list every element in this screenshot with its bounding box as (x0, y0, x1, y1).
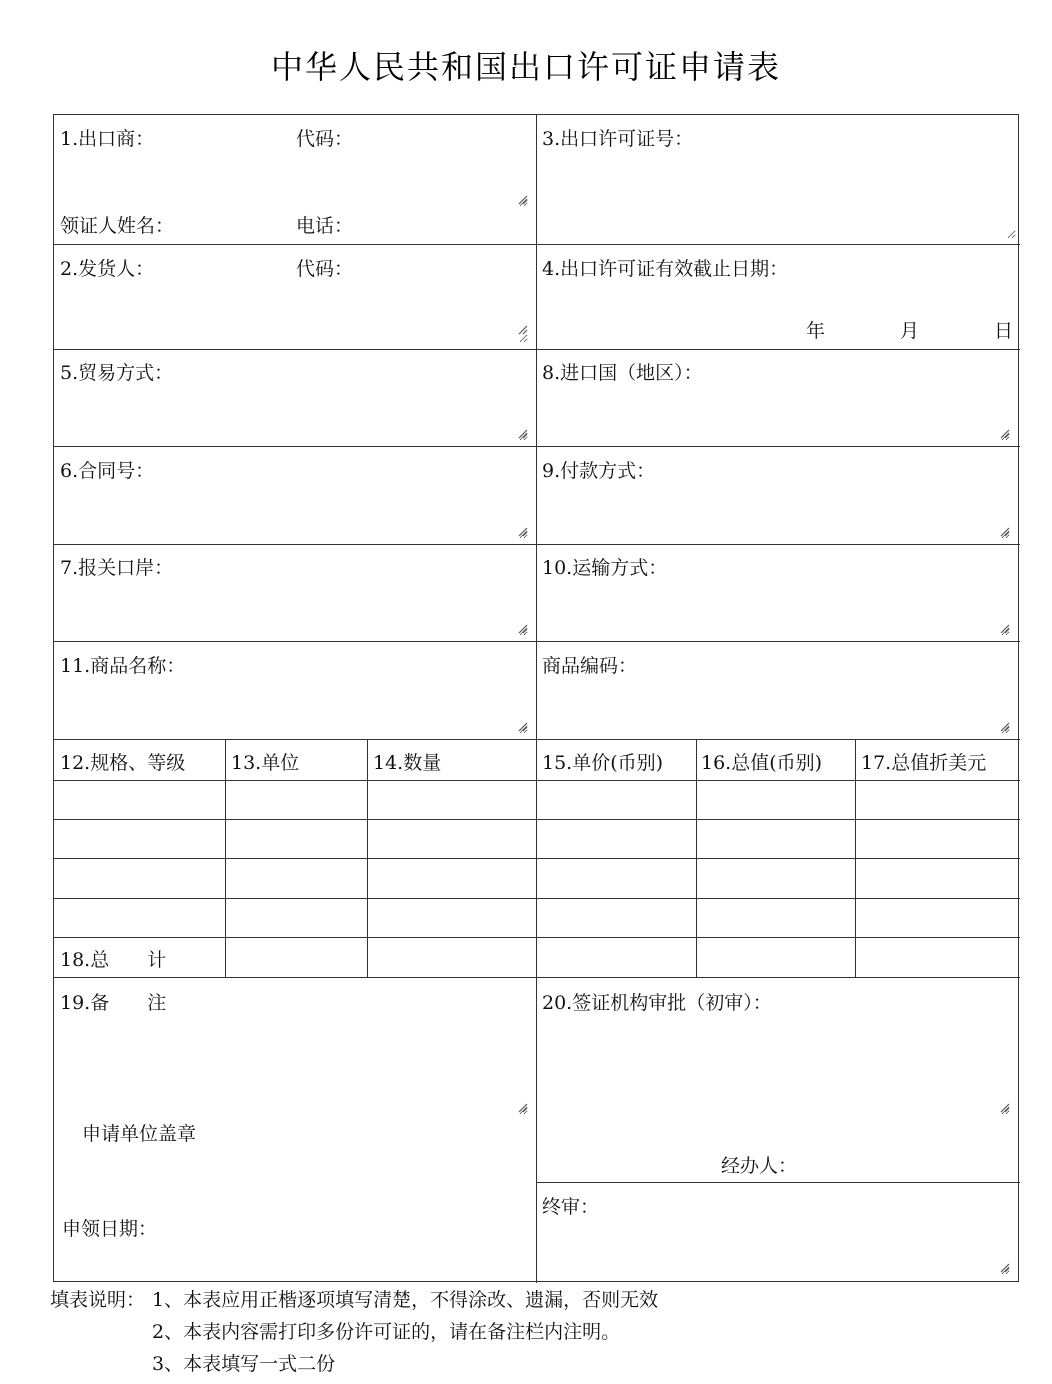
row-divider (54, 244, 1020, 245)
license-number-field[interactable] (540, 151, 1016, 239)
total-value-header: 16.总值(币别) (701, 752, 823, 774)
goods-cell-input[interactable] (370, 822, 533, 855)
resize-grip-icon[interactable] (516, 720, 528, 732)
goods-cell-input[interactable] (57, 822, 222, 855)
final-review-label: 终审： (542, 1196, 600, 1218)
handler-label: 经办人： (721, 1155, 798, 1177)
row-divider (54, 977, 1020, 978)
goods-cell-input[interactable] (228, 861, 364, 895)
resize-grip-icon[interactable] (516, 323, 528, 335)
column-divider (367, 739, 368, 977)
resize-grip-icon[interactable] (516, 525, 528, 537)
row-divider (54, 858, 1020, 859)
column-divider (855, 739, 856, 977)
instruction-item: 2、本表内容需打印多份许可证的，请在备注栏内注明。 (152, 1321, 621, 1343)
remarks-field[interactable] (58, 1015, 528, 1115)
total-cell-input[interactable] (228, 940, 364, 974)
application-form (53, 114, 1019, 1282)
row-divider (54, 446, 1020, 447)
applicant-seal-label: 申请单位盖章 (82, 1123, 197, 1145)
resize-grip-icon[interactable] (516, 427, 528, 439)
apply-date-label: 申领日期： (62, 1218, 158, 1240)
goods-name-field[interactable] (58, 678, 528, 734)
trade-mode-field[interactable] (58, 385, 528, 441)
goods-cell-input[interactable] (539, 783, 693, 816)
goods-cell-input[interactable] (699, 861, 852, 895)
goods-code-label: 商品编码： (542, 655, 638, 677)
goods-name-label: 11.商品名称： (60, 655, 186, 677)
column-divider (696, 739, 697, 977)
instruction-item: 3、本表填写一式二份 (152, 1353, 336, 1375)
goods-cell-input[interactable] (370, 901, 533, 934)
goods-cell-input[interactable] (57, 783, 222, 816)
resize-grip-icon[interactable] (998, 622, 1010, 634)
goods-cell-input[interactable] (539, 822, 693, 855)
import-country-field[interactable] (540, 385, 1010, 441)
form-title: 中华人民共和国出口许可证申请表 (270, 48, 781, 86)
goods-cell-input[interactable] (228, 822, 364, 855)
row-divider (536, 1182, 1020, 1183)
payment-method-label: 9.付款方式： (542, 460, 656, 482)
goods-cell-input[interactable] (228, 901, 364, 934)
total-cell-input[interactable] (699, 940, 852, 974)
resize-grip-icon[interactable] (998, 1261, 1010, 1273)
trade-mode-label: 5.贸易方式： (60, 362, 174, 384)
total-cell-input[interactable] (858, 940, 1017, 974)
transport-mode-field[interactable] (540, 580, 1010, 636)
contract-number-label: 6.合同号： (60, 460, 155, 482)
goods-cell-input[interactable] (858, 783, 1017, 816)
customs-port-field[interactable] (58, 580, 528, 636)
goods-cell-input[interactable] (57, 901, 222, 934)
customs-port-label: 7.报关口岸： (60, 557, 174, 579)
total-usd-header: 17.总值折美元 (861, 752, 987, 774)
unit-price-header: 15.单价(币别) (542, 752, 664, 774)
phone-label: 电话： (296, 215, 354, 237)
grand-total-label: 18.总 计 (60, 949, 167, 971)
row-divider (54, 641, 1020, 642)
unit-header: 13.单位 (231, 752, 300, 774)
row-divider (54, 349, 1020, 350)
exporter-code-label: 代码： (296, 128, 354, 150)
row-divider (54, 898, 1020, 899)
resize-grip-icon[interactable] (998, 525, 1010, 537)
goods-cell-input[interactable] (228, 783, 364, 816)
spec-grade-header: 12.规格、等级 (60, 752, 186, 774)
final-review-field[interactable] (540, 1219, 1010, 1275)
row-divider (54, 739, 1020, 740)
goods-cell-input[interactable] (370, 783, 533, 816)
visa-approval-label: 20.签证机构审批（初审）： (542, 992, 772, 1014)
row-divider (54, 937, 1020, 938)
goods-cell-input[interactable] (539, 901, 693, 934)
expiry-year-label: 年 (806, 320, 826, 342)
resize-grip-icon[interactable] (516, 193, 528, 205)
import-country-label: 8.进口国（地区）： (542, 362, 703, 384)
goods-cell-input[interactable] (370, 861, 533, 895)
row-divider (54, 780, 1020, 781)
resize-grip-icon[interactable] (998, 1101, 1010, 1113)
resize-grip-icon[interactable] (998, 720, 1010, 732)
total-cell-input[interactable] (539, 940, 693, 974)
contract-number-field[interactable] (58, 483, 528, 539)
payment-method-field[interactable] (540, 483, 1010, 539)
goods-cell-input[interactable] (699, 822, 852, 855)
expiry-month-label: 月 (900, 320, 920, 342)
license-number-label: 3.出口许可证号： (542, 128, 694, 150)
goods-cell-input[interactable] (57, 861, 222, 895)
consignor-label: 2.发货人： (60, 258, 155, 280)
goods-cell-input[interactable] (858, 901, 1017, 934)
goods-cell-input[interactable] (858, 861, 1017, 895)
row-divider (54, 544, 1020, 545)
goods-cell-input[interactable] (858, 822, 1017, 855)
transport-mode-label: 10.运输方式： (542, 557, 668, 579)
consignor-code-label: 代码： (296, 258, 354, 280)
column-divider (536, 115, 537, 1283)
resize-grip-icon[interactable] (516, 622, 528, 634)
consignor-field[interactable] (58, 281, 528, 343)
column-divider (225, 739, 226, 977)
goods-cell-input[interactable] (539, 861, 693, 895)
exporter-field[interactable] (58, 151, 528, 207)
total-cell-input[interactable] (370, 940, 533, 974)
instruction-item: 1、本表应用正楷逐项填写清楚，不得涂改、遗漏，否则无效 (152, 1289, 659, 1311)
resize-grip-icon[interactable] (516, 1101, 528, 1113)
resize-grip-icon[interactable] (998, 427, 1010, 439)
expiry-date-label: 4.出口许可证有效截止日期： (542, 258, 789, 280)
goods-cell-input[interactable] (699, 901, 852, 934)
quantity-header: 14.数量 (373, 752, 442, 774)
receiver-name-label: 领证人姓名： (60, 215, 175, 237)
exporter-label: 1.出口商： (60, 128, 155, 150)
goods-code-field[interactable] (540, 678, 1010, 734)
remarks-label: 19.备 注 (60, 992, 167, 1014)
visa-approval-field[interactable] (540, 1015, 1010, 1115)
row-divider (54, 819, 1020, 820)
expiry-day-label: 日 (994, 320, 1014, 342)
goods-cell-input[interactable] (699, 783, 852, 816)
instructions-heading: 填表说明： (50, 1289, 146, 1311)
